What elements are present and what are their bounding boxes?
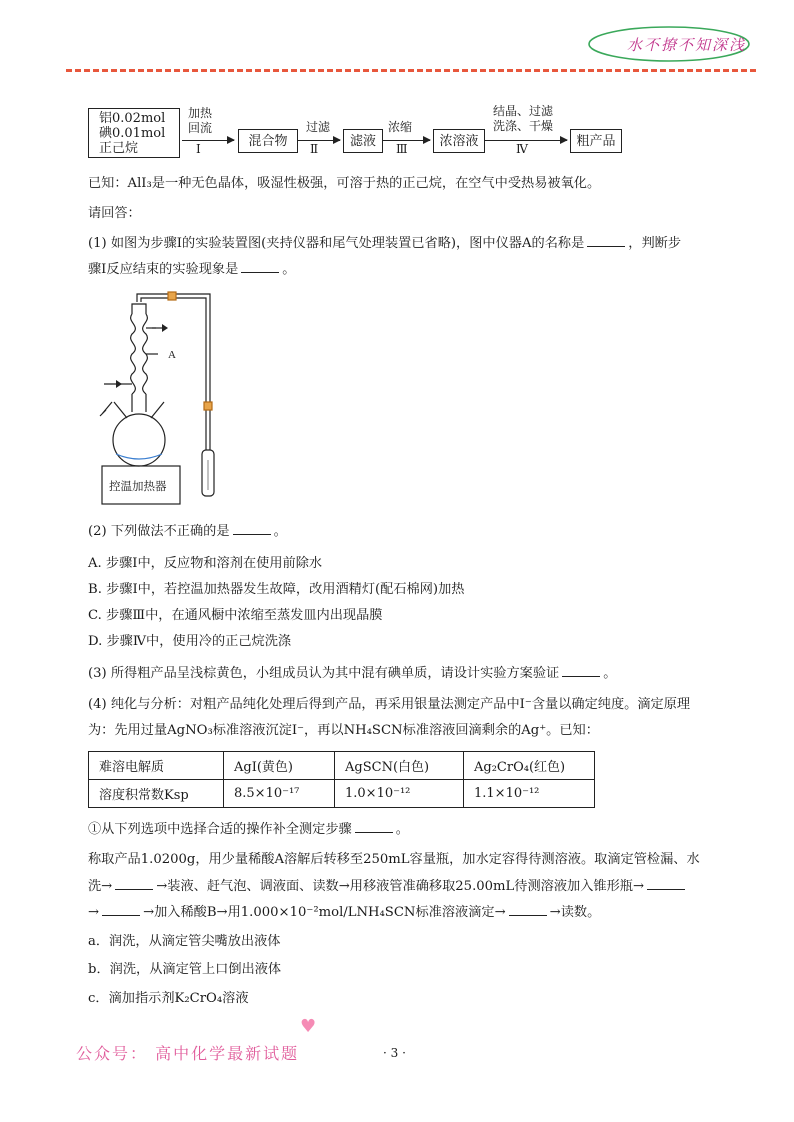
answer-blank[interactable] [562,664,600,677]
page-number: · 3 · [383,1046,406,1060]
question-4-1-stem [88,820,728,840]
q4-1-text: ①从下列选项中选择合适的操作补全测定步骤 [88,822,352,837]
question-3 [88,664,728,684]
flow-step3-label: 浓缩 [388,120,413,134]
q3-text: (3) 所得粗产品呈浅棕黄色，小组成员认为其中混有碘单质，请设计实验方案验证 [88,666,560,681]
flow-step1-label: 加热 回流 [188,106,213,135]
answer-blank[interactable] [115,877,153,890]
apparatus-label-a: A [168,349,176,361]
table-header-cell: 难溶电解质 [89,752,224,780]
flow-step2-label: 过滤 [306,120,331,134]
known-info: 已知：AlI₃是一种无色晶体，吸湿性极强，可溶于热的正己烷，在空气中受热易被氧化。 [88,176,601,191]
table-header-cell: Ag₂CrO₄(红色) [464,752,595,780]
header-divider [66,69,756,72]
answer-blank[interactable] [233,522,271,535]
q2-option-d: D. 步骤Ⅳ中，使用冷的正己烷洗涤 [88,634,292,649]
flow-box-crude-product: 粗产品 [570,129,622,153]
flow-arrow [298,140,340,141]
table-row [89,752,595,780]
answer-blank[interactable] [241,260,279,273]
q4-1-text: →加入稀酸B→用1.000×10⁻²mol/LNH₄SCN标准溶液滴定→ [143,905,506,920]
question-4-line-2: 为：先用过量AgNO₃标准溶液沉淀I⁻，再以NH₄SCN标准溶液回滴剩余的Ag⁺。已知： [88,723,599,738]
q4-1-text: →读数。 [549,905,601,920]
q4-1-procedure-line-1: 称取产品1.0200g，用少量稀酸A溶解后转移至250mL容量瓶，加水定容得待测溶液。取滴定管检漏、水 [88,852,700,867]
answer-blank[interactable] [647,877,685,890]
flow-box-concentrate: 浓溶液 [433,129,485,153]
q4-1-text: → [88,905,100,920]
ksp-table [88,751,595,808]
answer-blank[interactable] [509,903,547,916]
question-1-line-2 [88,260,728,280]
q2-option-c: C. 步骤Ⅲ中，在通风橱中浓缩至蒸发皿内出现晶膜 [88,608,383,623]
table-cell: 8.5×10⁻¹⁷ [224,780,335,808]
table-row [89,780,595,808]
answer-blank[interactable] [587,234,625,247]
q1-text: 。 [282,262,296,277]
q2-text: (2) 下列做法不正确的是 [88,524,230,539]
question-1-line-1 [88,234,728,254]
flow-step2-num: Ⅱ [310,142,319,156]
q4-1-text: →装液、赶气泡、调液面、读数→用移液管准确移取25.00mL待测溶液加入锥形瓶→ [156,879,645,894]
flow-arrow [485,140,567,141]
table-row-label: 溶度积常数Ksp [89,780,224,808]
flow-step3-num: Ⅲ [396,142,408,156]
reflux-apparatus-figure [92,290,218,506]
table-header-cell: AgI(黄色) [224,752,335,780]
q4-1-procedure-line-2 [88,877,728,897]
question-2-stem [88,522,728,542]
heart-icon: ♥ [300,1016,317,1037]
flow-box-mixture: 混合物 [238,129,298,153]
flow-start-line: 碘0.01mol [99,125,166,141]
q1-text: ，判断步 [628,236,682,251]
brand-watermark: 水不撩不知深浅 [626,36,746,54]
table-cell: 1.1×10⁻¹² [464,780,595,808]
q4-1-option-b: b．润洗，从滴定管上口倒出液体 [88,962,282,977]
answer-blank[interactable] [355,820,393,833]
q2-option-b: B. 步骤Ⅰ中，若控温加热器发生故障，改用酒精灯(配石棉网)加热 [88,582,465,597]
q2-option-a: A. 步骤Ⅰ中，反应物和溶剂在使用前除水 [88,556,323,571]
q1-text: 骤Ⅰ反应结束的实验现象是 [88,262,239,277]
flow-start-box [88,108,180,158]
answer-blank[interactable] [102,903,140,916]
flow-start-line: 正己烷 [99,140,139,156]
flow-box-filtrate: 滤液 [343,129,383,153]
heater-label: 控温加热器 [109,479,167,493]
q4-1-option-a: a．润洗，从滴定管尖嘴放出液体 [88,934,281,949]
flow-arrow [383,140,430,141]
flow-step1-num: Ⅰ [196,142,201,156]
q1-text: (1) 如图为步骤Ⅰ的实验装置图(夹持仪器和尾气处理装置已省略)，图中仪器A的名称是 [88,236,585,251]
q2-text: 。 [273,524,287,539]
q4-1-procedure-line-3 [88,903,728,923]
q4-1-option-c: c．滴加指示剂K₂CrO₄溶液 [88,991,249,1006]
flow-step4-num: Ⅳ [516,142,528,156]
q3-text: 。 [603,666,617,681]
table-cell: 1.0×10⁻¹² [335,780,464,808]
q4-1-text: 洗→ [88,879,113,894]
flow-start-line: 铝0.02mol [99,110,166,126]
process-flowchart [88,100,728,164]
flow-step4-label: 结晶、过滤 洗涤、干燥 [493,104,554,133]
question-4-line-1: (4) 纯化与分析：对粗产品纯化处理后得到产品，再采用银量法测定产品中I⁻含量以确定纯度。滴定原理 [88,697,691,712]
flow-arrow [182,140,234,141]
q4-1-text: 。 [395,822,409,837]
table-header-cell: AgSCN(白色) [335,752,464,780]
footer-wechat-account: 公众号： 高中化学最新试题 [76,1044,300,1063]
please-answer: 请回答： [88,206,141,221]
